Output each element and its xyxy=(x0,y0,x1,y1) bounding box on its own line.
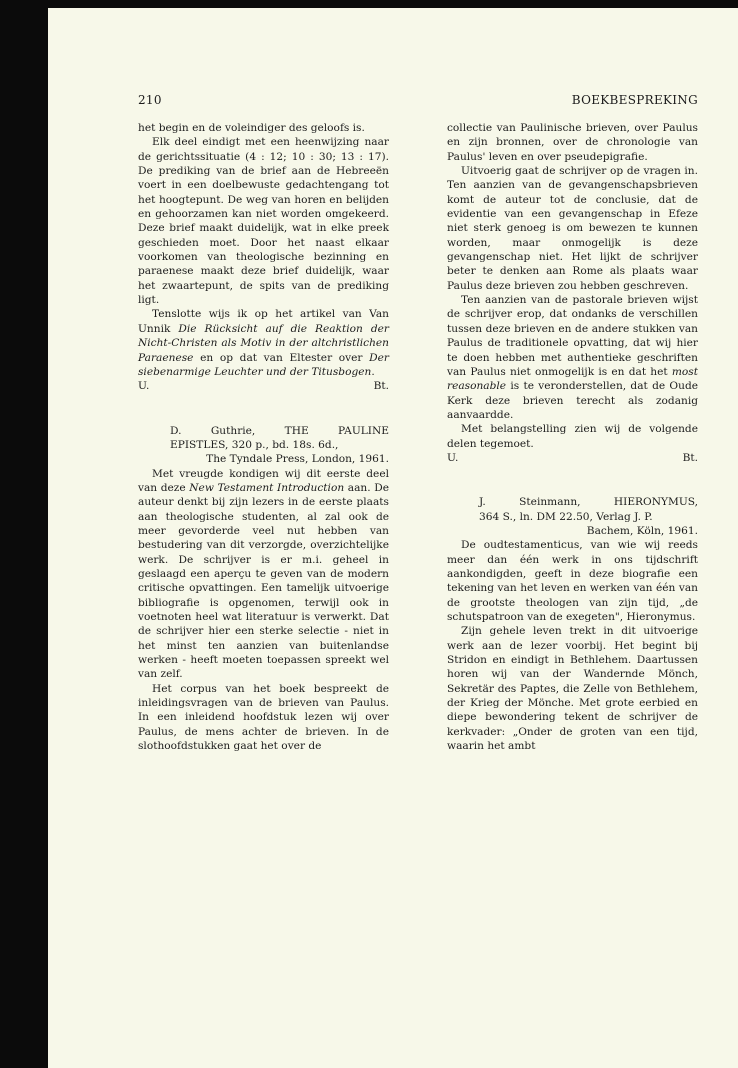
signature-initial: U. xyxy=(447,451,459,464)
page xyxy=(48,8,738,1068)
citation-line: EPISTLES, 320 p., bd. 18s. 6d., xyxy=(170,438,339,451)
book-title: New Testament Introduction xyxy=(189,481,345,494)
emphasis: most reasonable xyxy=(447,365,698,393)
text-run: . xyxy=(371,365,375,378)
signature-initial: Bt. xyxy=(373,380,389,393)
paragraph: Met belangstelling zien wij de volgende delen tegemoet. xyxy=(447,423,698,450)
article-title: Der siebenarmige Leuchter und der Titusbogen xyxy=(138,351,389,378)
book-citation xyxy=(138,424,389,467)
scan-border-left xyxy=(0,0,48,1068)
citation-line: D. Guthrie, THE PAULINE xyxy=(170,424,389,437)
paragraph: het begin en de voleindiger des geloofs is. xyxy=(138,122,365,134)
paragraph: Zijn gehele leven trekt in dit uitvoerige werk aan de lezer voorbij. Het begint bij Stridon en eindigt in Bethlehem. Daartussen horen wij van der Wandernde Mönch, Sekretär des Paptes, die Zelle von Bethlehem, der Krieg der Mönche. Met grote eerbied en diepe bewondering tekent de schrijver de kerkvader: „Onder de groten van een tijd, waarin het ambt xyxy=(447,625,698,753)
citation-line: J. Steinmann, HIERONYMUS, xyxy=(479,496,698,509)
running-title: BOEKBESPREKING xyxy=(571,93,698,107)
page-header xyxy=(138,93,698,121)
citation-line: Bachem, Köln, 1961. xyxy=(586,524,698,537)
left-column xyxy=(138,121,389,753)
paragraph: Elk deel eindigt met een heenwijzing naar de gerichtssituatie (4 : 12; 10 : 30; 13 : 17). De prediking van de brief aan de Hebreeën voert in een doelbewuste gedachtengang tot het hoogtepunt. De weg van horen en belijden en gehoorzamen kan niet worden omgekeerd. Deze brief maakt duidelijk, wat in elke preek geschieden moet. Door het naast elkaar voorkomen van theologische bezinning en paraenese maakt deze brief duidelijk, waar het zwaartepunt, de spits van de prediking ligt. xyxy=(138,136,389,307)
paragraph xyxy=(138,307,389,379)
text-run: en op dat van Eltester over xyxy=(193,351,370,364)
scan-border-top xyxy=(0,0,738,8)
spacer xyxy=(447,465,698,495)
book-citation xyxy=(447,495,698,538)
paragraph xyxy=(447,293,698,422)
right-column xyxy=(447,121,698,753)
reviewer-signature xyxy=(138,379,389,393)
spacer xyxy=(138,394,389,424)
paragraph: collectie van Paulinische brieven, over Paulus en zijn bronnen, over de chronologie van Paulus' leven en over pseudepigrafie. xyxy=(447,122,698,163)
article-title: Die Rücksicht auf die Reaktion der Nicht-Christen als Motiv in der altchristlichen Paraenese xyxy=(138,322,389,364)
paragraph: Het corpus van het boek bespreekt de inleidingsvragen van de brieven van Paulus. In een inleidend hoofdstuk lezen wij over Paulus, de mens achter de brieven. In de slothoofdstukken gaat het over de xyxy=(138,682,389,753)
paragraph xyxy=(138,467,389,682)
signature-initial: Bt. xyxy=(682,451,698,464)
citation-line: 364 S., ln. DM 22.50, Verlag J. P. xyxy=(479,510,653,523)
page-number: 210 xyxy=(138,93,162,107)
text-run: Met vreugde kondigen wij dit eerste deel van deze xyxy=(138,467,389,494)
text-run: aan. De auteur denkt bij zijn lezers in de eerste plaats aan theologische studenten, al zal ook de meer gevorderde veel nut hebben van bestudering van dit verzorgde, overzichtelijke werk. De schrijver is er m.i. geheel in geslaagd een aperçu te geven van de modern critische opvattingen. Een tamelijk uitvoerige bibliografie is opgenomen, terwijl ook in voetnoten heel wat literatuur is verwerkt. Dat de schrijver hier een sterke selectie - niet in het minst ten aanzien van buitenlandse werken - heeft moeten toepassen spreekt wel van zelf. xyxy=(138,481,389,681)
signature-initial: U. xyxy=(138,380,150,393)
text-run: is te veronderstellen, dat de Oude Kerk deze brieven terecht als zodanig aanvaardde. xyxy=(447,380,698,421)
page-content xyxy=(138,93,698,753)
columns xyxy=(138,121,698,753)
citation-line: The Tyndale Press, London, 1961. xyxy=(206,453,389,466)
paragraph: Uitvoerig gaat de schrijver op de vragen in. Ten aanzien van de gevangenschapsbrieven komt de auteur tot de conclusie, dat de evidentie van een gevangenschap in Efeze niet sterk genoeg is om bewezen te kunnen worden, maar onmogelijk is deze gevangenschap niet. Het lijkt de schrijver beter te denken aan Rome als plaats waar Paulus deze brieven zou hebben geschreven. xyxy=(447,165,698,292)
text-run: Tenslotte wijs ik op het artikel van Van Unnik xyxy=(138,308,389,335)
reviewer-signature xyxy=(447,451,698,465)
text-run: Ten aanzien van de pastorale brieven wijst de schrijver erop, dat ondanks de verschillen tussen deze brieven en de andere stukken van Paulus de traditionele opvatting, dat wij hier te doen hebben met authentieke geschriften van Paulus niet onmogelijk is en dat het xyxy=(447,294,698,378)
paragraph: De oudtestamenticus, van wie wij reeds meer dan één werk in ons tijdschrift aankondigden, geeft in deze biografie een tekening van het leven en werken van één van de grootste theologen van zijn tijd, „de schutspatroon van de exegeten", Hieronymus. xyxy=(447,539,698,623)
